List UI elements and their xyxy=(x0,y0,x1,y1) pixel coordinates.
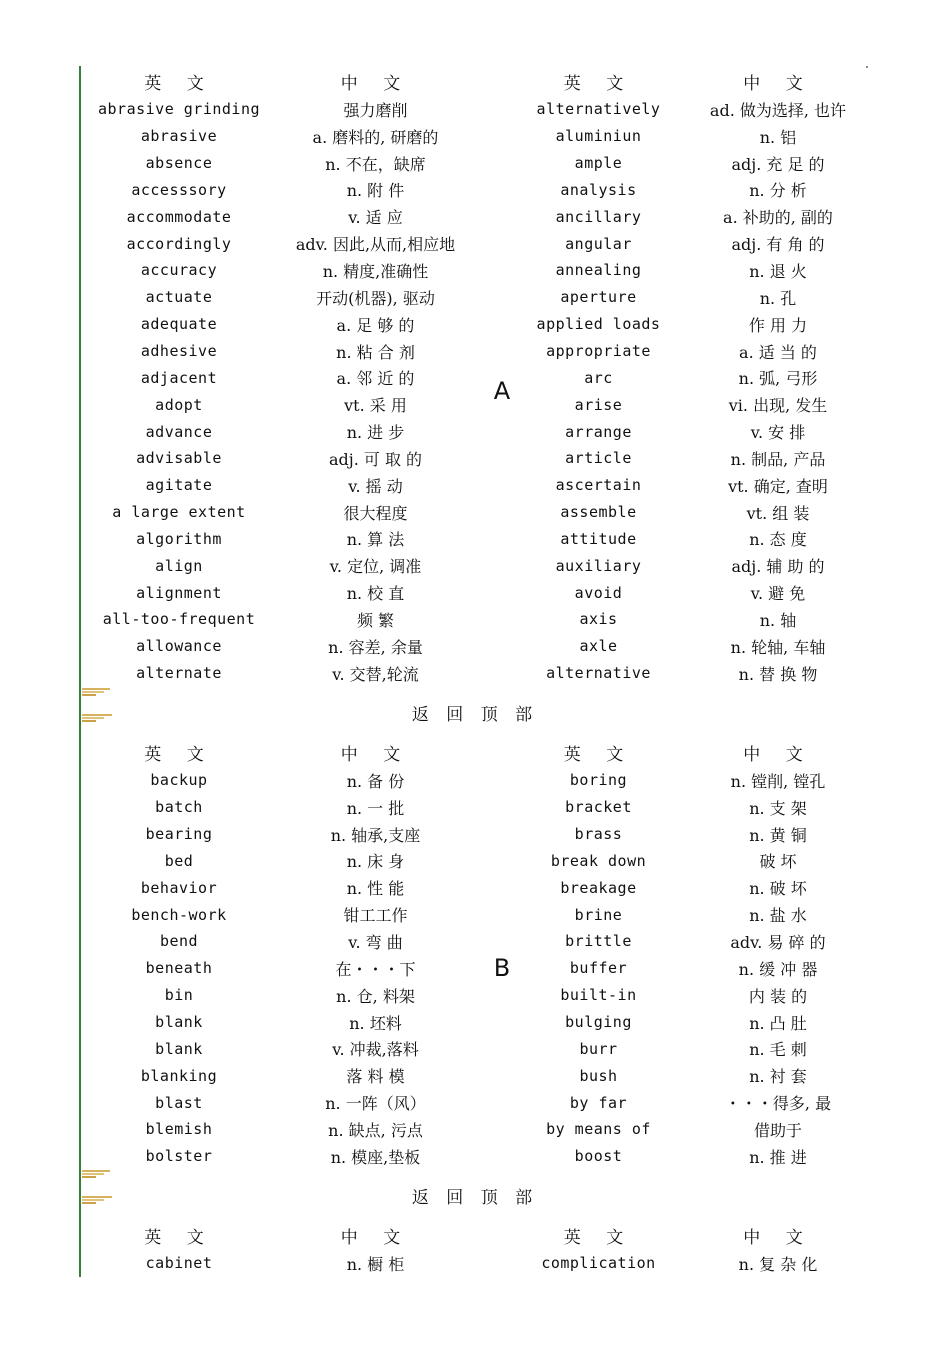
chinese-meaning: n. 轮轴, 车轴 xyxy=(730,637,826,657)
chinese-meaning: v. 交替,轮流 xyxy=(332,664,419,684)
chinese-meaning: n. 黄 铜 xyxy=(749,825,807,845)
chinese-meaning: vt. 采 用 xyxy=(344,396,407,416)
english-term: by far xyxy=(569,1093,628,1112)
english-term: blank xyxy=(155,1039,203,1058)
chinese-meaning: n. 凸 肚 xyxy=(749,1013,807,1033)
english-term: bearing xyxy=(145,825,213,844)
header-en: 英 文 xyxy=(144,745,214,765)
english-term: align xyxy=(155,556,203,575)
chinese-meaning: v. 避 免 xyxy=(750,584,806,604)
section-letter-cell xyxy=(483,1250,521,1277)
header-zh: 中 文 xyxy=(743,745,813,765)
vocab-section-b xyxy=(90,738,880,1170)
english-term: bed xyxy=(164,851,194,870)
english-term: bush xyxy=(579,1066,618,1085)
chinese-meaning: n. 性 能 xyxy=(346,879,405,899)
chinese-meaning: n. 算 法 xyxy=(346,530,405,550)
chinese-meaning: 落 料 模 xyxy=(346,1067,405,1087)
english-term: bracket xyxy=(565,798,632,817)
chinese-meaning: n. 衬 套 xyxy=(749,1067,807,1087)
english-term: burr xyxy=(579,1039,618,1058)
vocab-section-a xyxy=(90,67,880,687)
chinese-meaning: n. 退 火 xyxy=(749,261,807,281)
chinese-meaning: n. 轴承,支座 xyxy=(330,825,421,845)
chinese-meaning: adj. 辅 助 的 xyxy=(731,557,825,577)
english-term: by means of xyxy=(546,1120,651,1139)
english-term: bulging xyxy=(565,1013,632,1032)
chinese-meaning: n. 备 份 xyxy=(346,771,405,791)
chinese-meaning: n. 支 架 xyxy=(749,798,807,818)
english-term: breakage xyxy=(560,878,637,897)
chinese-meaning: n. 态 度 xyxy=(749,530,807,550)
english-term: alternatively xyxy=(536,100,661,119)
chinese-meaning: n. 模座,垫板 xyxy=(330,1147,421,1167)
chinese-meaning: n. 破 坏 xyxy=(749,879,807,899)
english-term: applied loads xyxy=(536,315,661,334)
english-term: actuate xyxy=(145,288,213,307)
english-term: brine xyxy=(574,905,623,924)
english-term: cabinet xyxy=(145,1254,213,1273)
english-term: aluminiun xyxy=(555,127,642,146)
chinese-meaning: n. 推 进 xyxy=(749,1147,807,1167)
english-term: annealing xyxy=(555,261,642,280)
chinese-meaning: 开动(机器), 驱动 xyxy=(316,288,435,308)
english-term: article xyxy=(565,449,632,468)
chinese-meaning: adv. 易 碎 的 xyxy=(730,932,826,952)
chinese-meaning: 借助于 xyxy=(753,1120,802,1140)
english-term: attitude xyxy=(560,529,637,548)
english-term: arrange xyxy=(565,422,632,441)
english-term: accesssory xyxy=(131,180,227,199)
section-letter: B xyxy=(493,954,511,983)
header-en: 英 文 xyxy=(563,1228,634,1248)
english-term: alternative xyxy=(546,664,651,683)
chinese-meaning: a. 足 够 的 xyxy=(336,315,415,335)
english-term: advance xyxy=(145,422,213,441)
bookmark-marker xyxy=(82,688,112,694)
english-term: algorithm xyxy=(136,529,222,548)
chinese-meaning: n. 进 步 xyxy=(346,423,405,443)
english-term: boring xyxy=(569,771,628,790)
header-zh: 中 文 xyxy=(743,74,813,94)
chinese-meaning: n. 替 换 物 xyxy=(738,664,818,684)
header-row xyxy=(90,738,880,767)
header-zh: 中 文 xyxy=(743,1228,813,1248)
chinese-meaning: n. 缓 冲 器 xyxy=(738,959,818,979)
chinese-meaning: n. 毛 刺 xyxy=(749,1040,807,1060)
table-row xyxy=(90,767,880,794)
chinese-meaning: n. 橱 柜 xyxy=(346,1254,405,1274)
english-term: ancillary xyxy=(555,207,642,226)
english-term: assemble xyxy=(560,503,637,522)
english-term: built-in xyxy=(560,986,637,1005)
header-zh: 中 文 xyxy=(340,1228,411,1248)
english-term: abrasive xyxy=(140,127,218,146)
chinese-meaning: 内 装 的 xyxy=(748,986,808,1006)
chinese-meaning: n. 分 析 xyxy=(749,181,807,201)
english-term: blank xyxy=(155,1013,203,1032)
table-row xyxy=(90,1250,880,1277)
english-term: accordingly xyxy=(126,234,232,253)
chinese-meaning: a. 适 当 的 xyxy=(739,342,817,362)
back-to-top-link[interactable]: 返 回 顶 部 xyxy=(411,705,539,725)
chinese-meaning: n. 床 身 xyxy=(346,852,405,872)
back-to-top-link[interactable]: 返 回 顶 部 xyxy=(411,1188,539,1208)
chinese-meaning: v. 安 排 xyxy=(750,423,806,443)
chinese-meaning: a. 磨料的, 研磨的 xyxy=(312,127,439,147)
left-margin-rule xyxy=(79,66,81,1277)
chinese-meaning: 作 用 力 xyxy=(748,315,808,335)
chinese-meaning: n. 容差, 余量 xyxy=(328,637,423,657)
english-term: bolster xyxy=(145,1147,213,1166)
chinese-meaning: adv. 因此,从而,相应地 xyxy=(295,235,456,255)
chinese-meaning: v. 摇 动 xyxy=(348,476,403,496)
chinese-meaning: vi. 出现, 发生 xyxy=(728,396,828,416)
english-term: absence xyxy=(145,154,213,173)
chinese-meaning: v. 冲裁,落料 xyxy=(332,1040,419,1060)
english-term: alignment xyxy=(136,583,222,602)
chinese-meaning: n. 校 直 xyxy=(346,584,405,604)
english-term: a large extent xyxy=(112,503,246,522)
chinese-meaning: ・・・得多, 最 xyxy=(724,1094,832,1114)
chinese-meaning: n. 一 批 xyxy=(346,798,405,818)
chinese-meaning: 在・・・下 xyxy=(335,959,416,979)
chinese-meaning: n. 不在，缺席 xyxy=(325,154,426,174)
chinese-meaning: n. 复 杂 化 xyxy=(738,1254,818,1274)
table-row xyxy=(90,96,880,123)
english-term: appropriate xyxy=(546,342,651,361)
english-term: abrasive grinding xyxy=(97,100,261,119)
english-term: avoid xyxy=(574,583,623,602)
english-term: auxiliary xyxy=(555,556,642,575)
bookmark-marker xyxy=(82,1170,112,1176)
english-term: break down xyxy=(550,851,647,870)
chinese-meaning: n. 制品, 产品 xyxy=(730,449,826,469)
chinese-meaning: v. 适 应 xyxy=(348,208,403,228)
chinese-meaning: a. 邻 近 的 xyxy=(336,369,415,389)
vocab-table-c xyxy=(90,1221,880,1277)
english-term: arc xyxy=(584,368,613,387)
chinese-meaning: 破 坏 xyxy=(759,852,797,872)
chinese-meaning: n. 一阵（风） xyxy=(325,1094,426,1114)
english-term: arise xyxy=(574,395,623,414)
chinese-meaning: n. 镗削, 镗孔 xyxy=(730,771,826,791)
chinese-meaning: n. 坯料 xyxy=(349,1013,402,1033)
english-term: bench-work xyxy=(131,905,227,924)
chinese-meaning: adj. 充 足 的 xyxy=(731,154,825,174)
english-term: beneath xyxy=(145,959,213,978)
header-en: 英 文 xyxy=(144,74,214,94)
chinese-meaning: n. 孔 xyxy=(759,288,797,308)
header-en: 英 文 xyxy=(563,745,634,765)
english-term: blanking xyxy=(140,1066,218,1085)
english-term: agitate xyxy=(145,476,213,495)
chinese-meaning: v. 弯 曲 xyxy=(348,932,403,952)
english-term: accuracy xyxy=(140,261,218,280)
chinese-meaning: n. 轴 xyxy=(759,610,797,630)
chinese-meaning: v. 定位, 调准 xyxy=(329,557,422,577)
english-term: bin xyxy=(164,986,194,1005)
chinese-meaning: 很大程度 xyxy=(343,503,408,523)
english-term: blemish xyxy=(145,1120,213,1139)
english-term: angular xyxy=(565,234,632,253)
header-en: 英 文 xyxy=(563,74,634,94)
english-term: behavior xyxy=(140,878,218,897)
english-term: adopt xyxy=(155,395,203,414)
english-term: ascertain xyxy=(555,476,642,495)
english-term: axle xyxy=(579,637,618,656)
vocab-table-a xyxy=(90,67,880,687)
chinese-meaning: a. 补助的, 副的 xyxy=(723,208,833,228)
chinese-meaning: vt. 确定, 查明 xyxy=(728,476,828,496)
chinese-meaning: n. 盐 水 xyxy=(749,906,807,926)
english-term: adhesive xyxy=(140,342,218,361)
chinese-meaning: n. 精度,准确性 xyxy=(322,261,429,281)
header-row xyxy=(90,1221,880,1250)
chinese-meaning: n. 附 件 xyxy=(346,181,405,201)
chinese-meaning: n. 粘 合 剂 xyxy=(336,342,415,362)
english-term: brass xyxy=(574,825,623,844)
english-term: brittle xyxy=(565,932,632,951)
header-zh: 中 文 xyxy=(340,74,411,94)
header-zh: 中 文 xyxy=(340,745,411,765)
chinese-meaning: 频 繁 xyxy=(356,610,395,630)
english-term: batch xyxy=(155,798,203,817)
english-term: adjacent xyxy=(140,368,218,387)
english-term: allowance xyxy=(136,637,222,656)
english-term: accommodate xyxy=(126,207,232,226)
chinese-meaning: n. 仓, 料架 xyxy=(336,986,415,1006)
header-en: 英 文 xyxy=(144,1228,214,1248)
english-term: backup xyxy=(150,771,208,790)
english-term: buffer xyxy=(569,959,628,978)
chinese-meaning: n. 铝 xyxy=(759,127,797,147)
chinese-meaning: ad. 做为选择, 也许 xyxy=(709,100,847,120)
chinese-meaning: adj. 有 角 的 xyxy=(731,235,825,255)
chinese-meaning: 强力磨削 xyxy=(343,100,408,120)
header-row xyxy=(90,67,880,96)
english-term: alternate xyxy=(136,664,222,683)
english-term: ample xyxy=(574,154,623,173)
english-term: complication xyxy=(541,1254,656,1273)
chinese-meaning: 钳工工作 xyxy=(343,906,408,926)
english-term: advisable xyxy=(136,449,222,468)
chinese-meaning: adj. 可 取 的 xyxy=(328,449,423,469)
chinese-meaning: vt. 组 装 xyxy=(746,503,810,523)
section-letter: A xyxy=(493,377,511,406)
english-term: bend xyxy=(159,932,199,951)
vocab-section-c xyxy=(90,1221,880,1277)
english-term: aperture xyxy=(560,288,637,307)
english-term: axis xyxy=(579,610,618,629)
english-term: adequate xyxy=(140,315,218,334)
chinese-meaning: n. 缺点, 污点 xyxy=(328,1120,423,1140)
chinese-meaning: n. 弧, 弓形 xyxy=(738,369,818,389)
english-term: analysis xyxy=(560,180,637,199)
english-term: boost xyxy=(574,1147,623,1166)
english-term: blast xyxy=(155,1093,203,1112)
english-term: all-too-frequent xyxy=(102,610,256,629)
vocab-table-b xyxy=(90,738,880,1170)
